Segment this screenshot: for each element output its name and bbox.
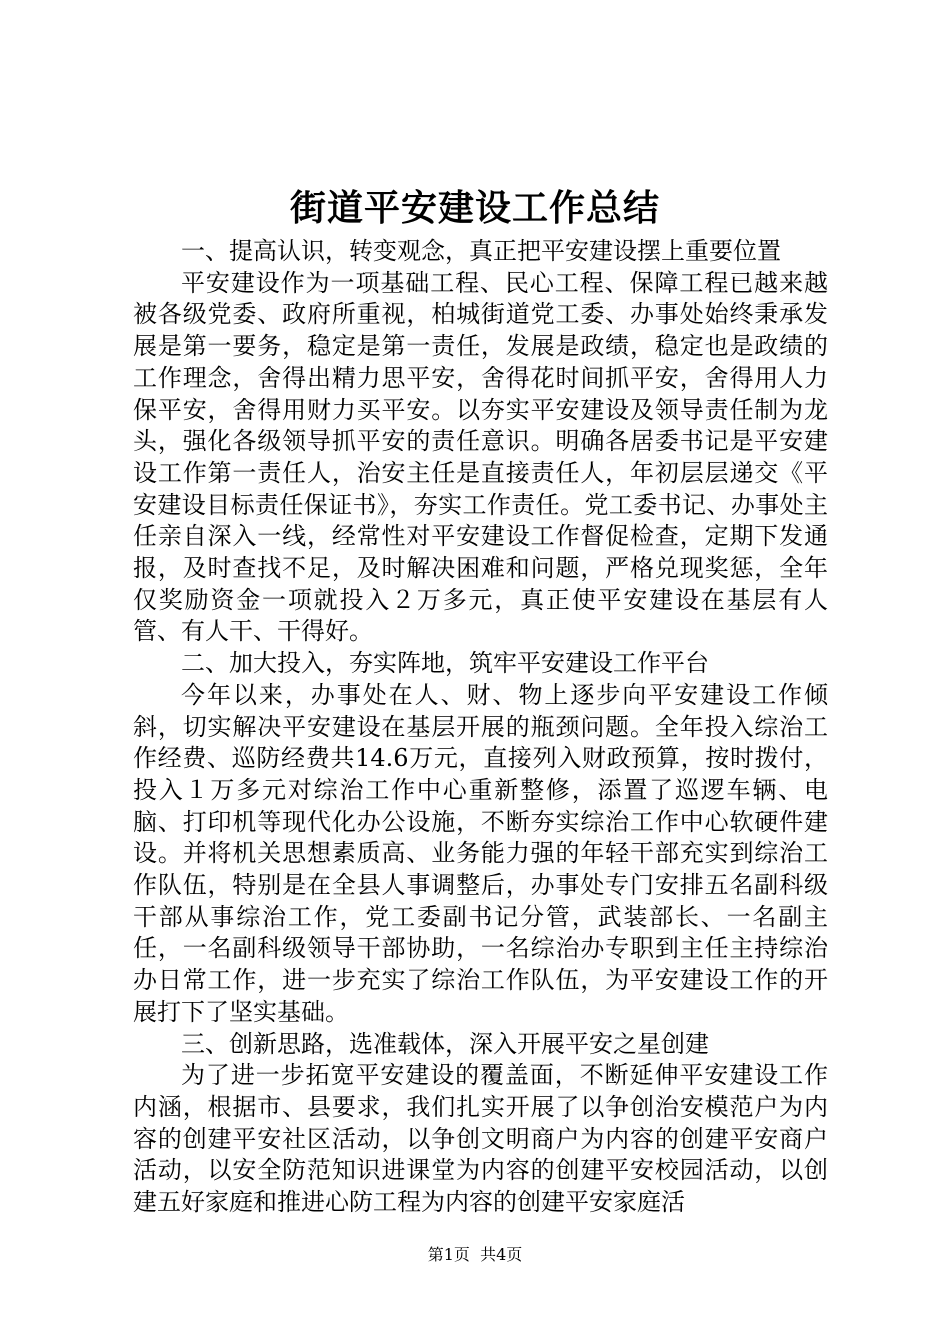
- page-number: 第1页: [427, 1245, 470, 1264]
- page-footer: [0, 1244, 950, 1266]
- section-heading-3: 三、创新思路，选准载体，深入开展平安之星创建: [181, 1029, 709, 1058]
- section-heading-2: 二、加大投入，夯实阵地，筑牢平安建设工作平台: [181, 649, 709, 678]
- section-heading-1: 一、提高认识，转变观念，真正把平安建设摆上重要位置: [181, 237, 781, 265]
- page-total: 共4页: [480, 1245, 523, 1264]
- document-body: [133, 236, 828, 1219]
- body-paragraph-2: 今年以来，办事处在人、财、物上逐步向平安建设工作倾斜，切实解决平安建设在基层开展的瓶颈问题。全年投入综治工作经费、巡防经费共14.6万元，直接列入财政预算，按时拨付，投入１万多元对综治工作中心重新整修，添置了巡逻车辆、电脑、打印机等现代化办公设施，不断夯实综治工作中心软硬件建设。并将机关思想素质高、业务能力强的年轻干部充实到综治工作队伍，特别是在全县人事调整后，办事处专门安排五名副科级干部从事综治工作，党工委副书记分管，武装部长、一名副主任，一名副科级领导干部协助，一名综治办专职到主任主持综治办日常工作，进一步充实了综治工作队伍，为平安建设工作的开展打下了坚实基础。: [133, 680, 828, 1026]
- body-paragraph-1: 平安建设作为一项基础工程、民心工程、保障工程已越来越被各级党委、政府所重视，柏城街道党工委、办事处始终秉承发展是第一要务，稳定是第一责任，发展是政绩，稳定也是政绩的工作理念，舍得出精力思平安，舍得花时间抓平安，舍得用人力保平安，舍得用财力买平安。以夯实平安建设及领导责任制为龙头，强化各级领导抓平安的责任意识。明确各居委书记是平安建设工作第一责任人，治安主任是直接责任人，年初层层递交《平安建设目标责任保证书》，夯实工作责任。党工委书记、办事处主任亲自深入一线，经常性对平安建设工作督促检查，定期下发通报，及时查找不足，及时解决困难和问题，严格兑现奖惩，全年仅奖励资金一项就投入２万多元，真正使平安建设在基层有人管、有人干、干得好。: [133, 268, 828, 646]
- document-title: 街道平安建设工作总结: [289, 187, 660, 229]
- body-paragraph-3: 为了进一步拓宽平安建设的覆盖面，不断延伸平安建设工作内涵，根据市、县要求，我们扎实开展了以争创治安模范户为内容的创建平安社区活动，以争创文明商户为内容的创建平安商户活动，以安全防范知识进课堂为内容的创建平安校园活动，以创建五好家庭和推进心防工程为内容的创建平安家庭活: [133, 1061, 828, 1217]
